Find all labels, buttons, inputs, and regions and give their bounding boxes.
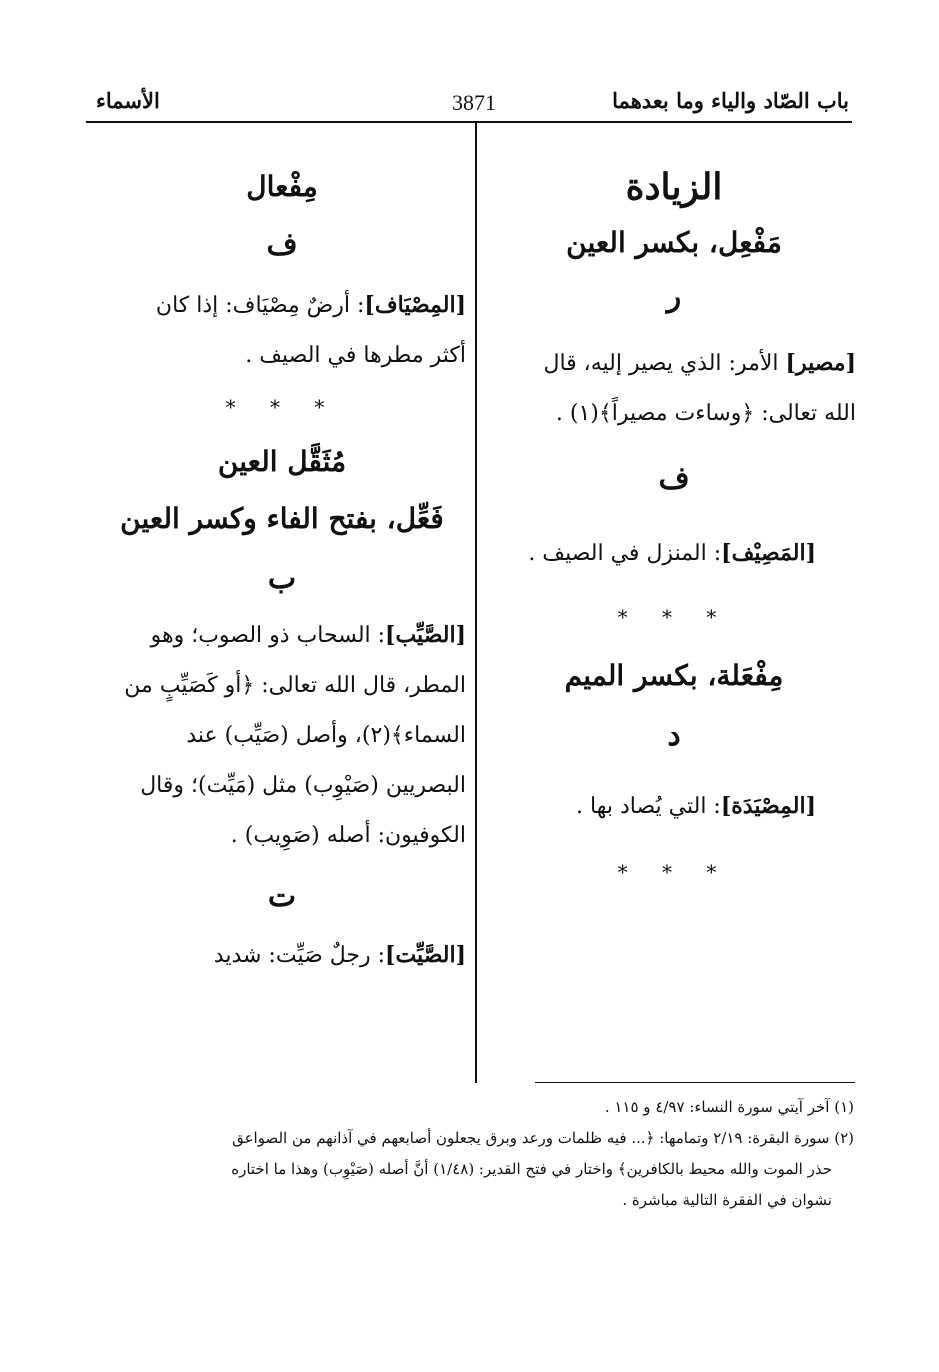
entry-headword: [الصَّيِّت] [385,942,466,968]
entry-text: المطر، قال الله تعالى: ﴿أو كَصَيِّبٍ من [124,673,466,698]
root-letter: ت [267,879,297,914]
entry-headword: [الصَّيِّب] [385,622,466,648]
right-column [492,130,856,884]
pattern-heading: فَعِّل، بفتح الفاء وكسر العين [120,502,444,535]
entry-text: : رجلٌ صَيِّت: شديد [213,943,386,968]
entry-masif [492,528,856,579]
entry-text: أكثر مطرها في الصيف . [245,343,466,368]
entry-headword: [المَصِيْف] [721,540,816,566]
entry-text: الله تعالى: ﴿وساءت مصيراً﴾(١) . [555,401,856,426]
entry-text: السماء﴾(٢)، وأصل (صَيِّب) عند [186,723,466,748]
page-number: 3871 [452,90,496,115]
entry-text: : السحاب ذو الصوب؛ وهو [150,623,386,648]
entry-headword: [مصير] [785,350,856,376]
entry-masir [492,338,856,439]
footnotes [96,1092,854,1216]
entry-text: : التي يُصاد بها . [576,794,721,819]
footnote-2-line-2: حذر الموت والله محيط بالكافرين﴾ واختار في فتح القدير: (١/٤٨) أنَّ أصله (صَيْوِب) وهذا ما اختاره [231,1160,832,1178]
section-separator: * * * [617,605,731,629]
entry-misyaf [98,280,466,381]
pattern-heading: مِفْعَلة، بكسر الميم [564,659,784,692]
entry-text: البصريين (صَيْوِب) مثل (مَيِّت)؛ وقال [140,773,466,798]
footnote-1: (١) آخر آيتي سورة النساء: ٤/٩٧ و ١١٥ . [604,1098,854,1116]
entry-misyada [492,781,856,832]
footnote-2-line-3: نشوان في الفقرة التالية مباشرة . [622,1191,832,1209]
section-heading: مُثَقَّل العين [217,445,347,478]
entry-headword: [المِصْيَاف] [364,292,466,318]
entry-text: : أرضٌ مِصْيَاف: إذا كان [155,293,365,318]
column-divider [475,123,477,1083]
footnote-rule [535,1082,855,1083]
section-separator: * * * [225,395,339,419]
running-header-right: باب الصّاد والياء وما بعدهما [612,88,849,113]
root-letter: د [667,718,681,753]
header-rule [86,121,852,123]
left-column [98,130,466,981]
pattern-heading: مِفْعال [246,170,318,203]
pattern-heading: مَفْعِل، بكسر العين [566,226,782,259]
section-title: الزيادة [625,166,723,208]
entry-sayyib [98,610,466,861]
running-header-left: الأسماء [96,88,160,113]
section-separator: * * * [617,860,731,884]
entry-text: : المنزل في الصيف . [528,541,722,566]
root-letter: ر [666,279,682,314]
footnote-2-line-1: (٢) سورة البقرة: ٢/١٩ وتمامها: ﴿... فيه ظلمات ورعد وبرق يجعلون أصابعهم في آذانهم من الصواعق [232,1129,854,1147]
entry-sayyit [98,930,466,981]
root-letter: ف [658,461,690,496]
root-letter: ب [267,561,297,596]
root-letter: ف [266,227,298,262]
entry-text: الأمر: الذي يصير إليه، قال [543,351,786,376]
entry-headword: [المِصْيَدَة] [720,793,816,819]
entry-text: الكوفيون: أصله (صَوِيب) . [230,823,466,848]
